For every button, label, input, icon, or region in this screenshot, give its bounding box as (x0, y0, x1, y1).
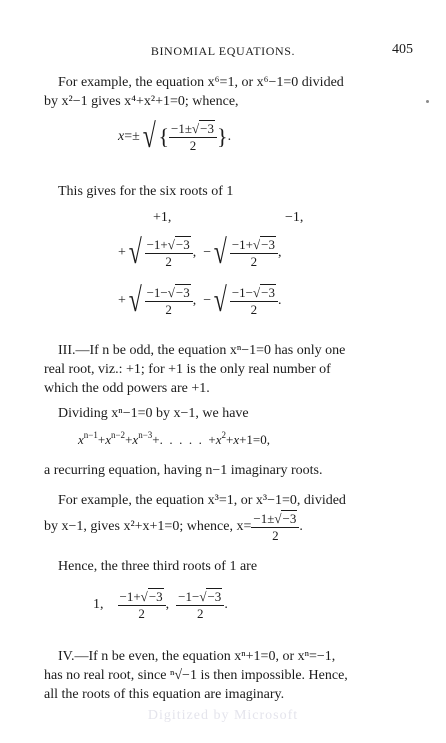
paragraph-line: which the odd powers are +1. (44, 381, 210, 396)
paragraph-line: IV.—If n be even, the equation xⁿ+1=0, or xⁿ=−1, (58, 649, 336, 664)
equation-x-sixth-roots: x=±√ { $\frac{-1\pm√-3}{2}$ }. (118, 118, 232, 155)
paragraph-line: For example, the equation x³=1, or x³−1=0, divided (58, 493, 346, 508)
paragraph-line: III.—If n be odd, the equation xⁿ−1=0 has only one (58, 343, 346, 358)
paragraph-line: has no real root, since ⁿ√−1 is then impossible. Hence, (44, 668, 348, 683)
paragraph-line: real root, viz.: +1; for +1 is the only real number of (44, 362, 331, 377)
page-number: 405 (392, 42, 413, 57)
third-roots: 1, $\frac{-1+√-3}{2}$ , $\frac{-1-√-3}{2}$ . (93, 589, 228, 621)
root-expression: +√ $\frac{-1+√-3}{2}$ , −√ $\frac{-1+√-3}{2}$ , (118, 234, 282, 271)
root-one: 1, (93, 597, 104, 613)
root-minus-one: −1, (285, 210, 304, 225)
running-header: BINOMIAL EQUATIONS. (150, 44, 296, 58)
paragraph-line: This gives for the six roots of 1 (58, 184, 234, 199)
root-expression: +√ $\frac{-1-√-3}{2}$ , −√ $\frac{-1-√-3}{2}$ . (118, 282, 282, 319)
speck (426, 100, 429, 103)
equation-recurring: $x^{n-1}+x^{n-2}+x^{n-3}+$. . . . . $+x^2+x+1=0$, (78, 430, 271, 447)
paragraph-line: Dividing xⁿ−1=0 by x−1, we have (58, 406, 249, 421)
paragraph-line: a recurring equation, having n−1 imaginary roots. (44, 463, 323, 478)
paragraph-line: by x²−1 gives x⁴+x²+1=0; whence, (44, 94, 239, 109)
paragraph-line: For example, the equation x⁶=1, or x⁶−1=0 divided (58, 75, 344, 90)
paragraph-line: by x−1, gives x²+x+1=0; whence, x= (44, 519, 252, 535)
paragraph-line: all the roots of this equation are imaginary. (44, 687, 285, 702)
watermark: Digitized by Microsoft (147, 708, 299, 723)
root-plus-one: +1, (153, 210, 172, 225)
paragraph-line-with-fraction: by x−1, gives x²+x+1=0; whence, x= $\frac{-1\pm√-3}{2}$ . (44, 511, 303, 543)
paragraph-line: Hence, the three third roots of 1 are (58, 559, 258, 574)
